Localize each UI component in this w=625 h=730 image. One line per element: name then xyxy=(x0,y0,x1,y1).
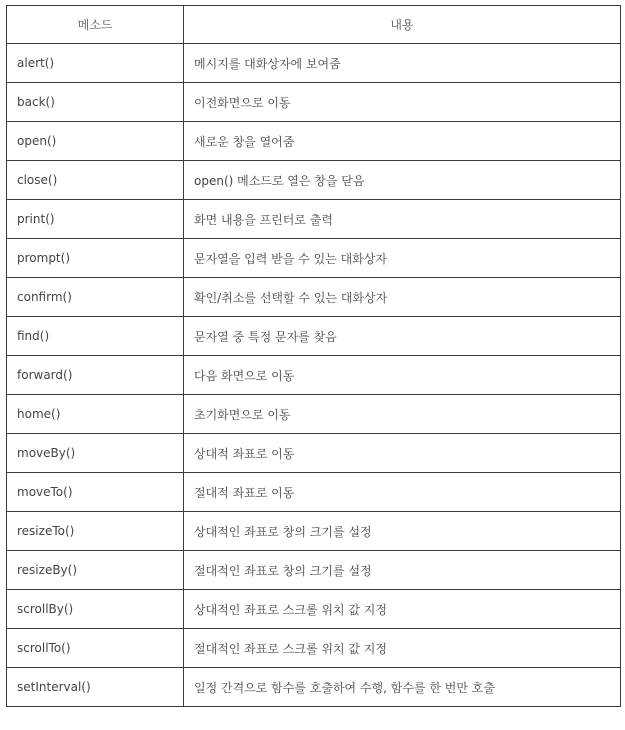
table-row xyxy=(7,395,621,434)
method-cell: moveBy() xyxy=(7,434,184,473)
table-row xyxy=(7,473,621,512)
table-row xyxy=(7,161,621,200)
method-cell: resizeTo() xyxy=(7,512,184,551)
table-row xyxy=(7,44,621,83)
method-cell: forward() xyxy=(7,356,184,395)
description-cell: 상대적인 좌표로 스크롤 위치 값 지정 xyxy=(184,590,621,629)
description-cell: 절대적 좌표로 이동 xyxy=(184,473,621,512)
method-cell: prompt() xyxy=(7,239,184,278)
description-cell: 문자열 중 특정 문자를 찾음 xyxy=(184,317,621,356)
method-cell: open() xyxy=(7,122,184,161)
method-cell: scrollTo() xyxy=(7,629,184,668)
method-cell: close() xyxy=(7,161,184,200)
table-row xyxy=(7,200,621,239)
description-cell: 새로운 창을 열어줌 xyxy=(184,122,621,161)
method-cell: find() xyxy=(7,317,184,356)
description-cell: 이전화면으로 이동 xyxy=(184,83,621,122)
table-row xyxy=(7,278,621,317)
table-row xyxy=(7,239,621,278)
header-description: 내용 xyxy=(184,6,621,44)
description-cell: 메시지를 대화상자에 보여줌 xyxy=(184,44,621,83)
methods-table xyxy=(6,5,621,707)
header-method: 메소드 xyxy=(7,6,184,44)
description-cell: 다음 화면으로 이동 xyxy=(184,356,621,395)
table-header-row xyxy=(7,6,621,44)
table-row xyxy=(7,434,621,473)
description-cell: 일정 간격으로 함수를 호출하여 수행, 함수를 한 번만 호출 xyxy=(184,668,621,707)
table-row xyxy=(7,668,621,707)
description-cell: 상대적 좌표로 이동 xyxy=(184,434,621,473)
method-cell: moveTo() xyxy=(7,473,184,512)
method-cell: scrollBy() xyxy=(7,590,184,629)
method-cell: print() xyxy=(7,200,184,239)
table-row xyxy=(7,551,621,590)
description-cell: 상대적인 좌표로 창의 크기를 설정 xyxy=(184,512,621,551)
description-cell: 화면 내용을 프린터로 출력 xyxy=(184,200,621,239)
method-cell: back() xyxy=(7,83,184,122)
table-row xyxy=(7,512,621,551)
description-cell: open() 메소드로 열은 창을 닫음 xyxy=(184,161,621,200)
description-cell: 초기화면으로 이동 xyxy=(184,395,621,434)
table-row xyxy=(7,629,621,668)
table-row xyxy=(7,356,621,395)
description-cell: 문자열을 입력 받을 수 있는 대화상자 xyxy=(184,239,621,278)
method-cell: setInterval() xyxy=(7,668,184,707)
method-cell: confirm() xyxy=(7,278,184,317)
table-row xyxy=(7,122,621,161)
table-row xyxy=(7,317,621,356)
description-cell: 확인/취소를 선택할 수 있는 대화상자 xyxy=(184,278,621,317)
method-cell: alert() xyxy=(7,44,184,83)
description-cell: 절대적인 좌표로 스크롤 위치 값 지정 xyxy=(184,629,621,668)
table-row xyxy=(7,83,621,122)
description-cell: 절대적인 좌표로 창의 크기를 설정 xyxy=(184,551,621,590)
method-cell: home() xyxy=(7,395,184,434)
table-row xyxy=(7,590,621,629)
method-cell: resizeBy() xyxy=(7,551,184,590)
methods-table-container xyxy=(6,5,621,707)
